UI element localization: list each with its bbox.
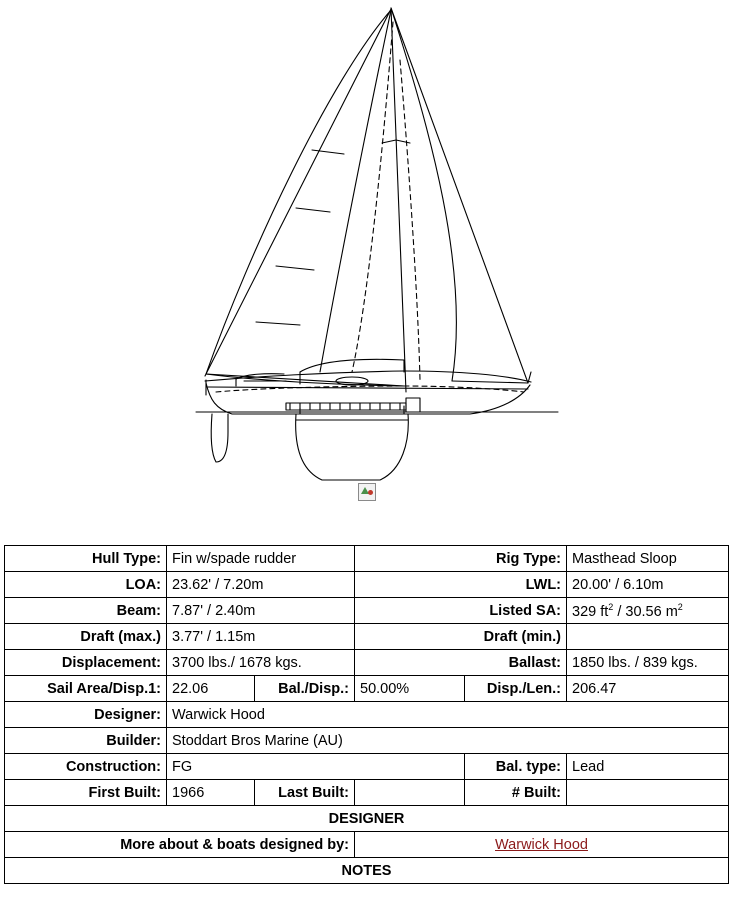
table-row — [5, 598, 729, 624]
table-row — [5, 754, 729, 780]
construction-value: FG — [167, 754, 465, 780]
bal-type-label: Bal. type: — [465, 754, 567, 780]
listed-sa-sup2: 2 — [677, 601, 683, 612]
table-row — [5, 780, 729, 806]
table-row — [5, 572, 729, 598]
disp-len-value: 206.47 — [567, 676, 729, 702]
table-row — [5, 702, 729, 728]
listed-sa-value — [567, 598, 729, 624]
construction-label: Construction: — [5, 754, 167, 780]
table-row — [5, 832, 729, 858]
designer-value: Warwick Hood — [167, 702, 729, 728]
last-built-value — [355, 780, 465, 806]
table-row — [5, 858, 729, 884]
first-built-label: First Built: — [5, 780, 167, 806]
table-row — [5, 546, 729, 572]
designer-link-cell[interactable] — [355, 832, 729, 858]
more-about-label: More about & boats designed by: — [5, 832, 355, 858]
rig-type-value: Masthead Sloop — [567, 546, 729, 572]
specifications-table — [4, 545, 729, 884]
listed-sa-sup1: 2 — [608, 601, 614, 612]
beam-label: Beam: — [5, 598, 167, 624]
ballast-value: 1850 lbs. / 839 kgs. — [567, 650, 729, 676]
listed-sa-pre: 329 ft — [572, 603, 609, 620]
hull-type-label: Hull Type: — [5, 546, 167, 572]
listed-sa-mid: / 30.56 m — [613, 603, 678, 620]
num-built-value — [567, 780, 729, 806]
first-built-value: 1966 — [167, 780, 255, 806]
lwl-value: 20.00' / 6.10m — [567, 572, 729, 598]
listed-sa-label: Listed SA: — [355, 598, 567, 624]
table-row — [5, 624, 729, 650]
displacement-label: Displacement: — [5, 650, 167, 676]
ballast-label: Ballast: — [355, 650, 567, 676]
hull-type-value: Fin w/spade rudder — [167, 546, 355, 572]
table-row — [5, 650, 729, 676]
sa-disp-value: 22.06 — [167, 676, 255, 702]
draft-max-value: 3.77' / 1.15m — [167, 624, 355, 650]
disp-len-label: Disp./Len.: — [465, 676, 567, 702]
last-built-label: Last Built: — [255, 780, 355, 806]
draft-min-value — [567, 624, 729, 650]
bal-disp-value: 50.00% — [355, 676, 465, 702]
table-row — [5, 806, 729, 832]
broken-image-placeholder — [358, 483, 376, 501]
loa-value: 23.62' / 7.20m — [167, 572, 355, 598]
lwl-label: LWL: — [355, 572, 567, 598]
beam-value: 7.87' / 2.40m — [167, 598, 355, 624]
table-row — [5, 728, 729, 754]
builder-value: Stoddart Bros Marine (AU) — [167, 728, 729, 754]
num-built-label: # Built: — [465, 780, 567, 806]
notes-section-heading: NOTES — [5, 858, 729, 884]
draft-min-label: Draft (min.) — [355, 624, 567, 650]
designer-section-heading: DESIGNER — [5, 806, 729, 832]
sa-disp-label: Sail Area/Disp.1: — [5, 676, 167, 702]
designer-link[interactable]: Warwick Hood — [495, 836, 588, 853]
draft-max-label: Draft (max.) — [5, 624, 167, 650]
loa-label: LOA: — [5, 572, 167, 598]
bal-disp-label: Bal./Disp.: — [255, 676, 355, 702]
table-row — [5, 676, 729, 702]
rig-type-label: Rig Type: — [355, 546, 567, 572]
builder-label: Builder: — [5, 728, 167, 754]
displacement-value: 3700 lbs./ 1678 kgs. — [167, 650, 355, 676]
designer-label: Designer: — [5, 702, 167, 728]
bal-type-value: Lead — [567, 754, 729, 780]
